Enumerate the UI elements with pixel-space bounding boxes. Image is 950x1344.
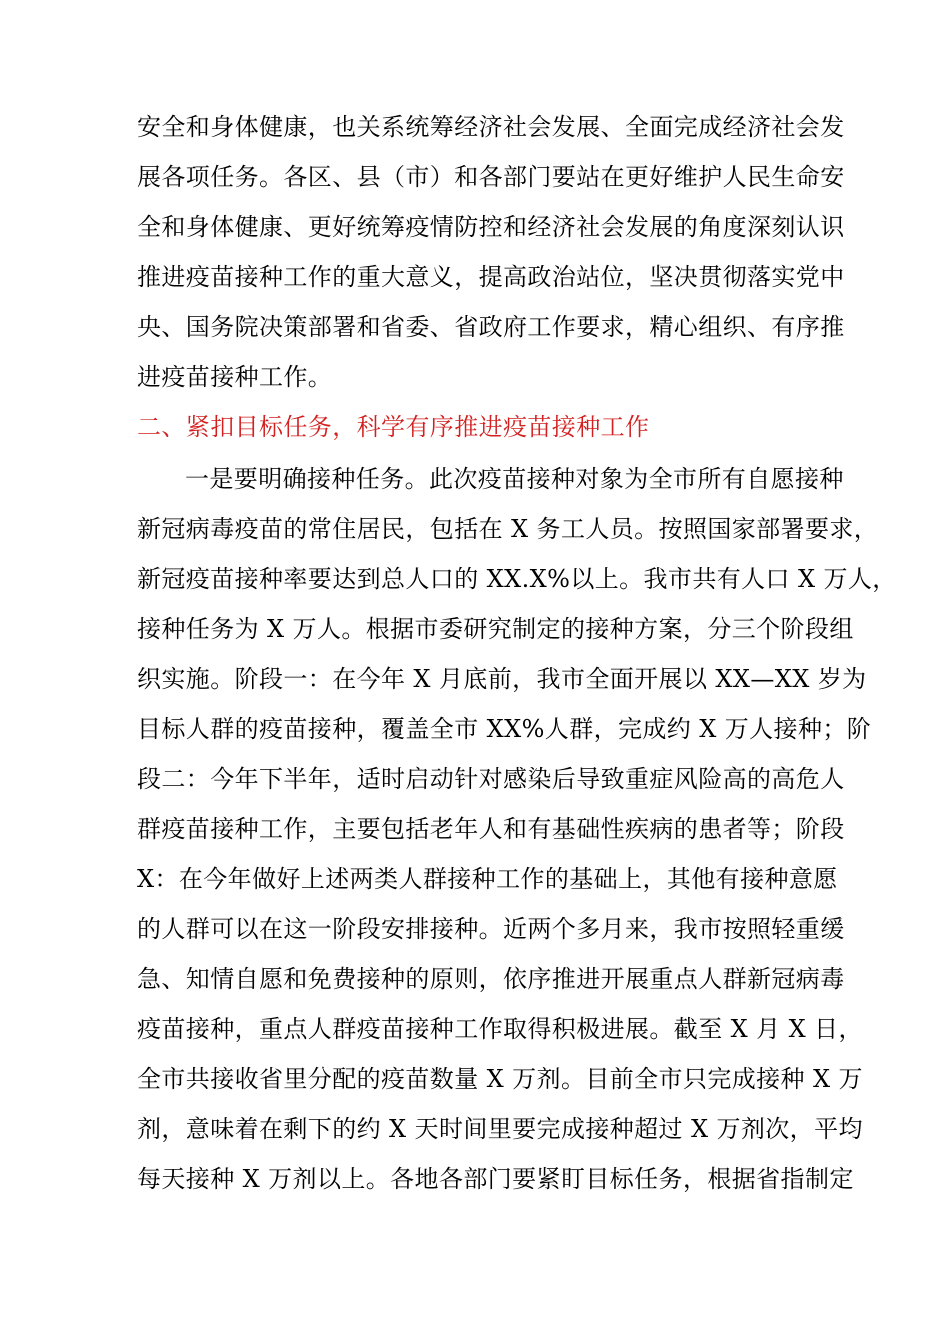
paragraph-line: 进疫苗接种工作。 <box>137 363 333 391</box>
section-heading: 二、紧扣目标任务，科学有序推进疫苗接种工作 <box>137 413 650 441</box>
paragraph-line: 新冠病毒疫苗的常住居民，包括在 X 务工人员。按照国家部署要求， <box>137 515 879 543</box>
paragraph-line: 一是要明确接种任务。此次疫苗接种对象为全市所有自愿接种 <box>185 465 844 493</box>
paragraph-line: 每天接种 X 万剂以上。各地各部门要紧盯目标任务，根据省指制定 <box>137 1165 854 1193</box>
paragraph-line: 安全和身体健康，也关系统筹经济社会发展、全面完成经济社会发 <box>137 113 845 141</box>
paragraph-line: 目标人群的疫苗接种，覆盖全市 XX%人群，完成约 X 万人接种；阶 <box>137 715 872 743</box>
paragraph-line: 全和身体健康、更好统筹疫情防控和经济社会发展的角度深刻认识 <box>137 213 845 241</box>
paragraph-line: 推进疫苗接种工作的重大意义，提高政治站位，坚决贯彻落实党中 <box>137 263 845 291</box>
paragraph-line: 接种任务为 X 万人。根据市委研究制定的接种方案，分三个阶段组 <box>137 615 854 643</box>
paragraph-line: 展各项任务。各区、县（市）和各部门要站在更好维护人民生命安 <box>137 163 845 191</box>
paragraph-line: 剂，意味着在剩下的约 X 天时间里要完成接种超过 X 万剂次，平均 <box>137 1115 863 1143</box>
paragraph-line: 群疫苗接种工作，主要包括老年人和有基础性疾病的患者等；阶段 <box>137 815 845 843</box>
paragraph-line: 的人群可以在这一阶段安排接种。近两个多月来，我市按照轻重缓 <box>137 915 845 943</box>
paragraph-line: 央、国务院决策部署和省委、省政府工作要求，精心组织、有序推 <box>137 313 845 341</box>
paragraph-line: 全市共接收省里分配的疫苗数量 X 万剂。目前全市只完成接种 X 万 <box>137 1065 863 1093</box>
paragraph-line: 疫苗接种，重点人群疫苗接种工作取得积极进展。截至 X 月 X 日， <box>137 1015 863 1043</box>
paragraph-line: 织实施。阶段一：在今年 X 月底前，我市全面开展以 XX—XX 岁为 <box>137 665 867 693</box>
paragraph-line: 段二：今年下半年，适时启动针对感染后导致重症风险高的高危人 <box>137 765 845 793</box>
paragraph-line: 新冠疫苗接种率要达到总人口的 XX.X%以上。我市共有人口 X 万人， <box>137 565 897 593</box>
paragraph-line: X：在今年做好上述两类人群接种工作的基础上，其他有接种意愿 <box>137 865 838 893</box>
paragraph-line: 急、知情自愿和免费接种的原则，依序推进开展重点人群新冠病毒 <box>137 965 845 993</box>
